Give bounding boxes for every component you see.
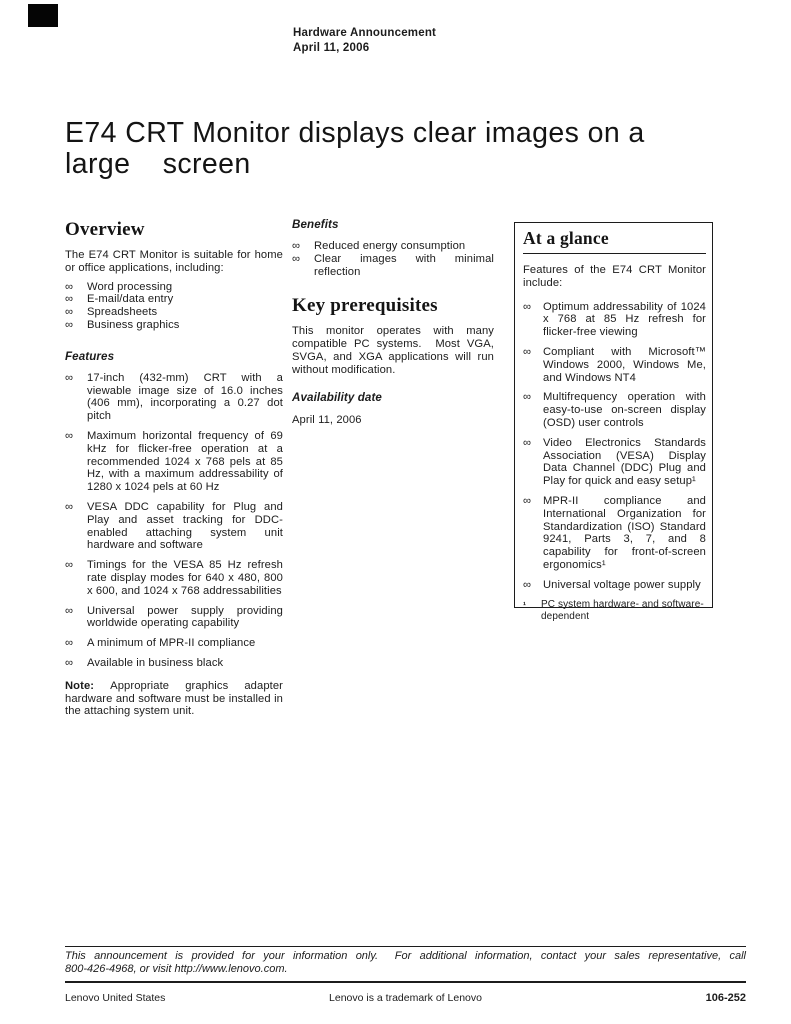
overview-section (65, 218, 283, 718)
list-item: ∞ A minimum of MPR-II compliance (65, 637, 256, 650)
overview-bullet-list (65, 281, 283, 332)
list-item: ∞ Reduced energy consumption (292, 240, 466, 252)
infinity-bullet-icon: ∞ (523, 345, 532, 358)
list-item: ∞ Universal voltage power supply (523, 578, 701, 591)
at-a-glance-list (523, 301, 706, 592)
header-type: Hardware Announcement (293, 27, 437, 39)
infinity-bullet-icon: ∞ (292, 240, 301, 252)
footer-top-rule (65, 946, 746, 947)
overview-heading: Overview (65, 219, 145, 240)
footer-trademark: Lenovo is a trademark of Lenovo (329, 992, 482, 1004)
footnote-text: PC system hardware- and software-dependent (541, 598, 704, 622)
infinity-bullet-icon: ∞ (65, 280, 74, 293)
infinity-bullet-icon: ∞ (65, 293, 74, 306)
disclaimer (65, 950, 746, 976)
list-item: ∞ Available in business black (65, 656, 224, 669)
infinity-bullet-icon: ∞ (65, 429, 74, 442)
overview-intro: The E74 CRT Monitor is suitable for home or office applications, including: (65, 249, 283, 274)
footnote (523, 599, 706, 623)
list-item: ∞ Multifrequency operation with easy-to-use on-screen display (OSD) user controls (523, 391, 706, 429)
disclaimer-line1: This announcement is provided for your information only. For additional information, contact your sales representative, call (65, 950, 746, 962)
list-item: ∞ 17-inch (432-mm) CRT with a viewable image size of 16.0 inches (406 mm), incorporating a 0.27 dot pitch (65, 371, 283, 423)
infinity-bullet-icon: ∞ (65, 604, 74, 617)
note-text: Appropriate graphics adapter hardware and software must be installed in the attaching system unit. (65, 679, 283, 718)
list-item: ∞ Word processing (65, 280, 173, 293)
availability-heading: Availability date (292, 390, 382, 404)
infinity-bullet-icon: ∞ (65, 306, 74, 319)
infinity-bullet-icon: ∞ (523, 300, 532, 313)
list-item: ∞ Optimum addressability of 1024 x 768 at 85 Hz refresh for flicker-free viewing (523, 300, 706, 339)
list-item: ∞ Compliant with Microsoft™ Windows 2000, Windows Me, and Windows NT4 (523, 345, 706, 384)
infinity-bullet-icon: ∞ (523, 436, 532, 449)
list-item: ∞ E-mail/data entry (65, 293, 174, 306)
list-item: ∞ Maximum horizontal frequency of 69 kHz for flicker-free operation at a recommended 1024 x 768 pels at 85 Hz, with a maximum addressability of 1280 x 1024 pels at 60 Hz (65, 429, 283, 494)
at-a-glance-box (514, 222, 713, 622)
list-item: ∞ MPR-II compliance and International Organization for Standardization (ISO) Standard 9241, Parts 3, 7, and 8 capability for front-of-screen ergonomics¹ (523, 494, 706, 571)
key-prerequisites-heading: Key prerequisites (292, 295, 438, 317)
at-a-glance-heading: At a glance (523, 228, 609, 248)
infinity-bullet-icon: ∞ (523, 391, 532, 404)
list-item: ∞ Spreadsheets (65, 306, 158, 319)
benefits-list (292, 240, 494, 278)
availability-date: April 11, 2006 (292, 413, 362, 426)
header-date: April 11, 2006 (293, 42, 370, 54)
key-prerequisites-text: This monitor operates with many compatible PC systems. Most VGA, SVGA, and XGA applications will run without modification. (292, 325, 494, 376)
footer-row (65, 992, 746, 1006)
infinity-bullet-icon: ∞ (292, 252, 301, 265)
footer-bottom-rule (65, 981, 746, 983)
page-corner-mark (28, 4, 58, 27)
infinity-bullet-icon: ∞ (65, 318, 74, 331)
infinity-bullet-icon: ∞ (523, 578, 532, 591)
list-item: ∞ Clear images with minimal reflection (292, 252, 494, 278)
footnote-marker: ¹ (523, 599, 527, 610)
infinity-bullet-icon: ∞ (65, 656, 74, 669)
list-item: ∞ VESA DDC capability for Plug and Play and asset tracking for DDC-enabled attaching system unit hardware and software (65, 500, 283, 552)
page-title-line1: E74 CRT Monitor displays clear images on a (65, 117, 645, 149)
note-label: Note: (65, 679, 95, 692)
middle-column (292, 218, 494, 426)
at-a-glance-intro: Features of the E74 CRT Monitor include: (523, 264, 706, 289)
features-heading: Features (65, 349, 115, 363)
infinity-bullet-icon: ∞ (65, 371, 74, 384)
benefits-heading: Benefits (292, 218, 339, 231)
list-item: ∞ Universal power supply providing worldwide operating capability (65, 604, 283, 630)
page-title (65, 118, 645, 180)
footer-company: Lenovo United States (65, 992, 166, 1004)
heading-rule (523, 253, 706, 254)
footer-doc-number: 106-252 (705, 992, 746, 1004)
list-item: ∞ Business graphics (65, 318, 180, 331)
list-item: ∞ Video Electronics Standards Association (VESA) Display Data Channel (DDC) Plug and Play for quick and easy setup¹ (523, 436, 706, 488)
disclaimer-line2: 800-426-4968, or visit http://www.lenovo.com. (65, 963, 288, 975)
infinity-bullet-icon: ∞ (523, 494, 532, 507)
infinity-bullet-icon: ∞ (65, 637, 74, 650)
list-item: ∞ Timings for the VESA 85 Hz refresh rate display modes for 640 x 480, 800 x 600, and 1024 x 768 addressabilities (65, 559, 283, 597)
infinity-bullet-icon: ∞ (65, 559, 74, 572)
doc-header (293, 26, 436, 56)
features-list (65, 372, 283, 670)
page-title-line2: large screen (65, 148, 251, 180)
note-paragraph (65, 680, 283, 718)
infinity-bullet-icon: ∞ (65, 500, 74, 513)
page-footer (65, 946, 746, 1006)
